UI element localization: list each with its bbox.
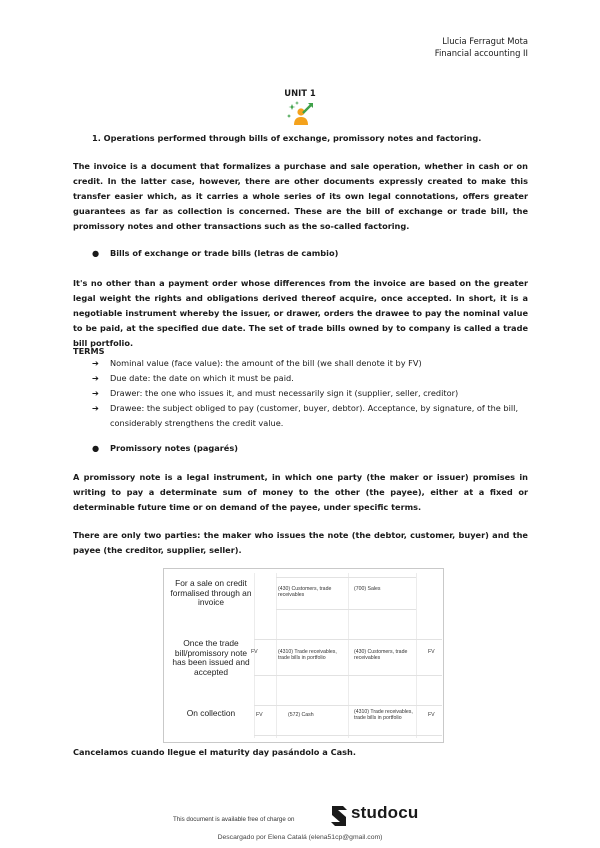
term-item <box>92 371 528 386</box>
intro-paragraph: The invoice is a document that formalizes a purchase and sale operation, whether in cash or on credit. In the latter case, however, there are other documents expressly created to make this transfer easier which, as it carries a whole series of its own legal connotations, offers greater guarantees as far as collection is concerned. These are the bill of exchange or trade bill, the promissory notes and other transactions such as the so-called factoring. <box>73 161 528 231</box>
studocu-wordmark[interactable]: studocu <box>351 803 419 822</box>
arrow-icon: ➔ <box>92 403 99 413</box>
credit-account: (700) Sales <box>354 586 381 592</box>
download-note: Descargado por Elena Catalá (elena51cp@gmail.com) <box>217 834 383 841</box>
credit-account: (4310) Trade receivables, trade bills in portfolio <box>354 709 413 721</box>
journal-row-label: Once the trade bill/promissory note has been issued and accepted <box>172 638 250 677</box>
bills-bullet <box>92 246 338 261</box>
term-text-continuation: considerably strengthens the credit value. <box>110 418 284 428</box>
promissory-bullet <box>92 441 238 456</box>
unit-title: UNIT 1 <box>284 88 316 98</box>
term-item <box>92 356 528 371</box>
header-author-block <box>435 35 528 59</box>
author-name: Llucia Ferragut Mota <box>442 36 528 46</box>
term-text: Drawer: the one who issues it, and must necessarily sign it (supplier, seller, creditor) <box>110 388 459 398</box>
journal-entries-image <box>163 568 444 743</box>
promissory-title: Promissory notes (pagarés) <box>110 443 238 453</box>
term-item <box>92 386 528 401</box>
parties-paragraph: There are only two parties: the maker who issues the note (the debtor, customer, buyer) and the payee (the creditor, supplier, seller). <box>73 530 528 555</box>
bills-title: Bills of exchange or trade bills (letras de cambio) <box>110 248 339 258</box>
term-text: Drawee: the subject obliged to pay (customer, buyer, debtor). Acceptance, by signature, of the bill, <box>110 403 519 413</box>
arrow-icon: ➔ <box>92 388 99 398</box>
bullet-dot: ● <box>92 443 100 453</box>
term-item <box>92 401 528 431</box>
course-name: Financial accounting II <box>434 48 528 58</box>
debit-account: (572) Cash <box>288 712 314 718</box>
bills-paragraph: It's no other than a payment order whose differences from the invoice are based on the greater legal weight the rights and obligations derived thereof acquire, once accepted. In short, it is a negotiable instrument whereby the issuer, or drawer, orders the drawee to pay the nominal value to be paid, at the specified due date. The set of trade bills owned by to company is called a trade bill portfolio. <box>73 278 528 348</box>
credit-account: (430) Customers, trade receivables <box>354 649 408 661</box>
studocu-logo-icon <box>328 804 350 833</box>
credit-amount: FV <box>428 649 435 655</box>
term-text: Due date: the date on which it must be paid. <box>110 373 294 383</box>
promissory-paragraph: A promissory note is a legal instrument, in which one party (the maker or issuer) promises in writing to pay a determinate sum of money to the other (the payee), either at a fixed or determinable future time or on demand of the payee, under specific terms. <box>73 472 528 512</box>
debit-amount: FV <box>251 649 258 655</box>
terms-label: TERMS <box>73 346 105 356</box>
journal-row-label: For a sale on credit formalised through an invoice <box>170 578 252 607</box>
debit-amount: FV <box>256 712 263 718</box>
section-heading: 1. Operations performed through bills of exchange, promissory notes and factoring. <box>92 133 482 143</box>
term-text: Nominal value (face value): the amount of the bill (we shall denote it by FV) <box>110 358 422 368</box>
growth-person-icon <box>286 100 316 126</box>
credit-amount: FV <box>428 712 435 718</box>
closing-note: Cancelamos cuando llegue el maturity day pasándolo a Cash. <box>73 747 356 757</box>
bullet-dot: ● <box>92 248 100 258</box>
availability-note: This document is available free of charge on <box>173 816 295 823</box>
arrow-icon: ➔ <box>92 373 99 383</box>
debit-account: (4310) Trade receivables, trade bills in portfolio <box>278 649 337 661</box>
arrow-icon: ➔ <box>92 358 99 368</box>
debit-account: (430) Customers, trade receivables <box>278 586 332 598</box>
journal-row-label: On collection <box>186 708 236 718</box>
